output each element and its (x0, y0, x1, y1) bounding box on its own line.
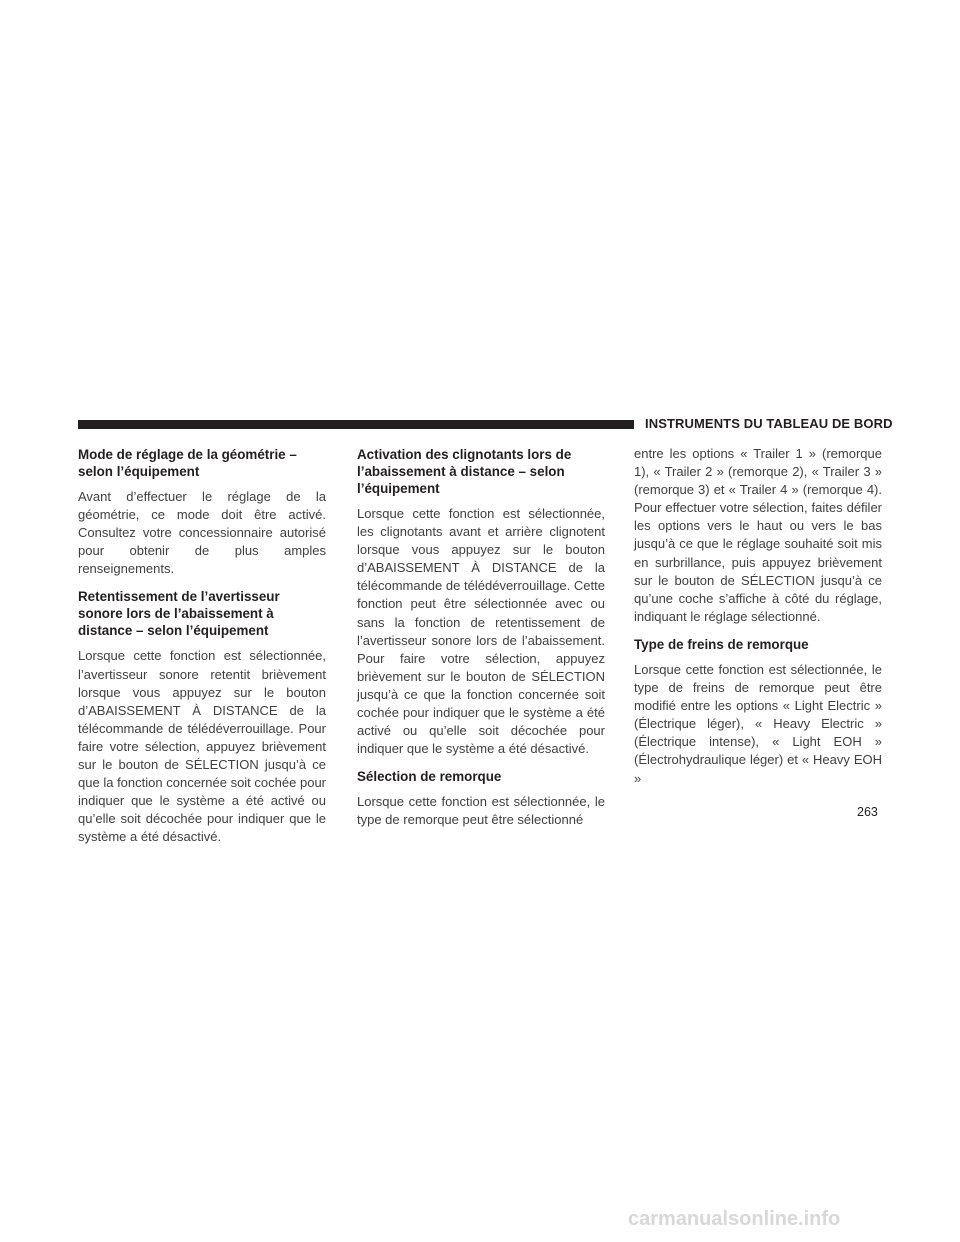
section-header-title: INSTRUMENTS DU TABLEAU DE BORD (645, 416, 893, 431)
heading-trailer-selection: Sélection de remorque (357, 769, 502, 785)
header-rule (78, 420, 634, 429)
paragraph-trailer-brake-type: Lorsque cette fonction est sélectionnée, le type de freins de remorque peut être modifié entre les options « Light Electric » (Électrique léger), « Heavy Electric » (Électrique intense), « Light EOH » (Électrohydraulique léger) et « Heavy EOH » (634, 661, 882, 786)
text-column-3 (634, 445, 882, 798)
paragraph-trailer-options: entre les options « Trailer 1 » (remorque 1), « Trailer 2 » (remorque 2), « Trailer 3 » (remorque 3) et « Trailer 4 » (remorque 4). Pour effectuer votre sélection, faites défiler les options vers le haut ou vers le bas jusqu’à ce que le réglage souhaité soit mis en surbrillance, puis appuyez brièvement sur le bouton de SÉLECTION jusqu’à ce qu’une coche s’affiche à côté du réglage, indiquant le réglage sélectionné. (634, 446, 882, 624)
heading-geometry-mode: Mode de réglage de la géométrie – selon l’équipement (78, 447, 297, 479)
paragraph-trailer-selection: Lorsque cette fonction est sélectionnée, le type de remorque peut être sélectionné (357, 794, 605, 828)
text-column-1 (78, 446, 326, 857)
paragraph-turn-signals-lowering: Lorsque cette fonction est sélectionnée, les clignotants avant et arrière clignotent lorsque vous appuyez sur le bouton d’ABAISSEMENT À DISTANCE de la télécommande de télédéverrouillage. Cette fonction peut être sélectionnée avec ou sans la fonction de retentissement de l’avertisseur sonore lors de l’abaissement. Pour faire votre sélection, appuyez brièvement sur le bouton de SÉLECTION jusqu’à ce que la fonction concernée soit cochée pour indiquer que le système a été activé ou qu’elle soit décochée pour indiquer que le système a été désactivé. (357, 506, 605, 757)
text-column-2 (357, 446, 605, 840)
heading-turn-signals-lowering: Activation des clignotants lors de l’abaissement à distance – selon l’équipement (357, 447, 572, 496)
heading-trailer-brake-type: Type de freins de remorque (634, 636, 809, 652)
page-number: 263 (857, 805, 878, 819)
paragraph-geometry-mode: Avant d’effectuer le réglage de la géométrie, ce mode doit être activé. Consultez votre concessionnaire autorisé pour obtenir de plus amples renseignements. (78, 489, 326, 577)
watermark: carmanualsonline.info (628, 1208, 841, 1230)
paragraph-horn-lowering: Lorsque cette fonction est sélectionnée, l’avertisseur sonore retentit brièvement lorsque vous appuyez sur le bouton d’ABAISSEMENT À DISTANCE de la télécommande de télédéverrouillage. Pour faire votre sélection, appuyez brièvement sur le bouton de SÉLECTION jusqu’à ce que la fonction concernée soit cochée pour indiquer que le système a été activé ou qu’elle soit décochée pour indiquer que le système a été désactivé. (78, 648, 326, 845)
heading-horn-lowering: Retentissement de l’avertisseur sonore lors de l’abaissement à distance – selon l’équipement (78, 589, 280, 639)
